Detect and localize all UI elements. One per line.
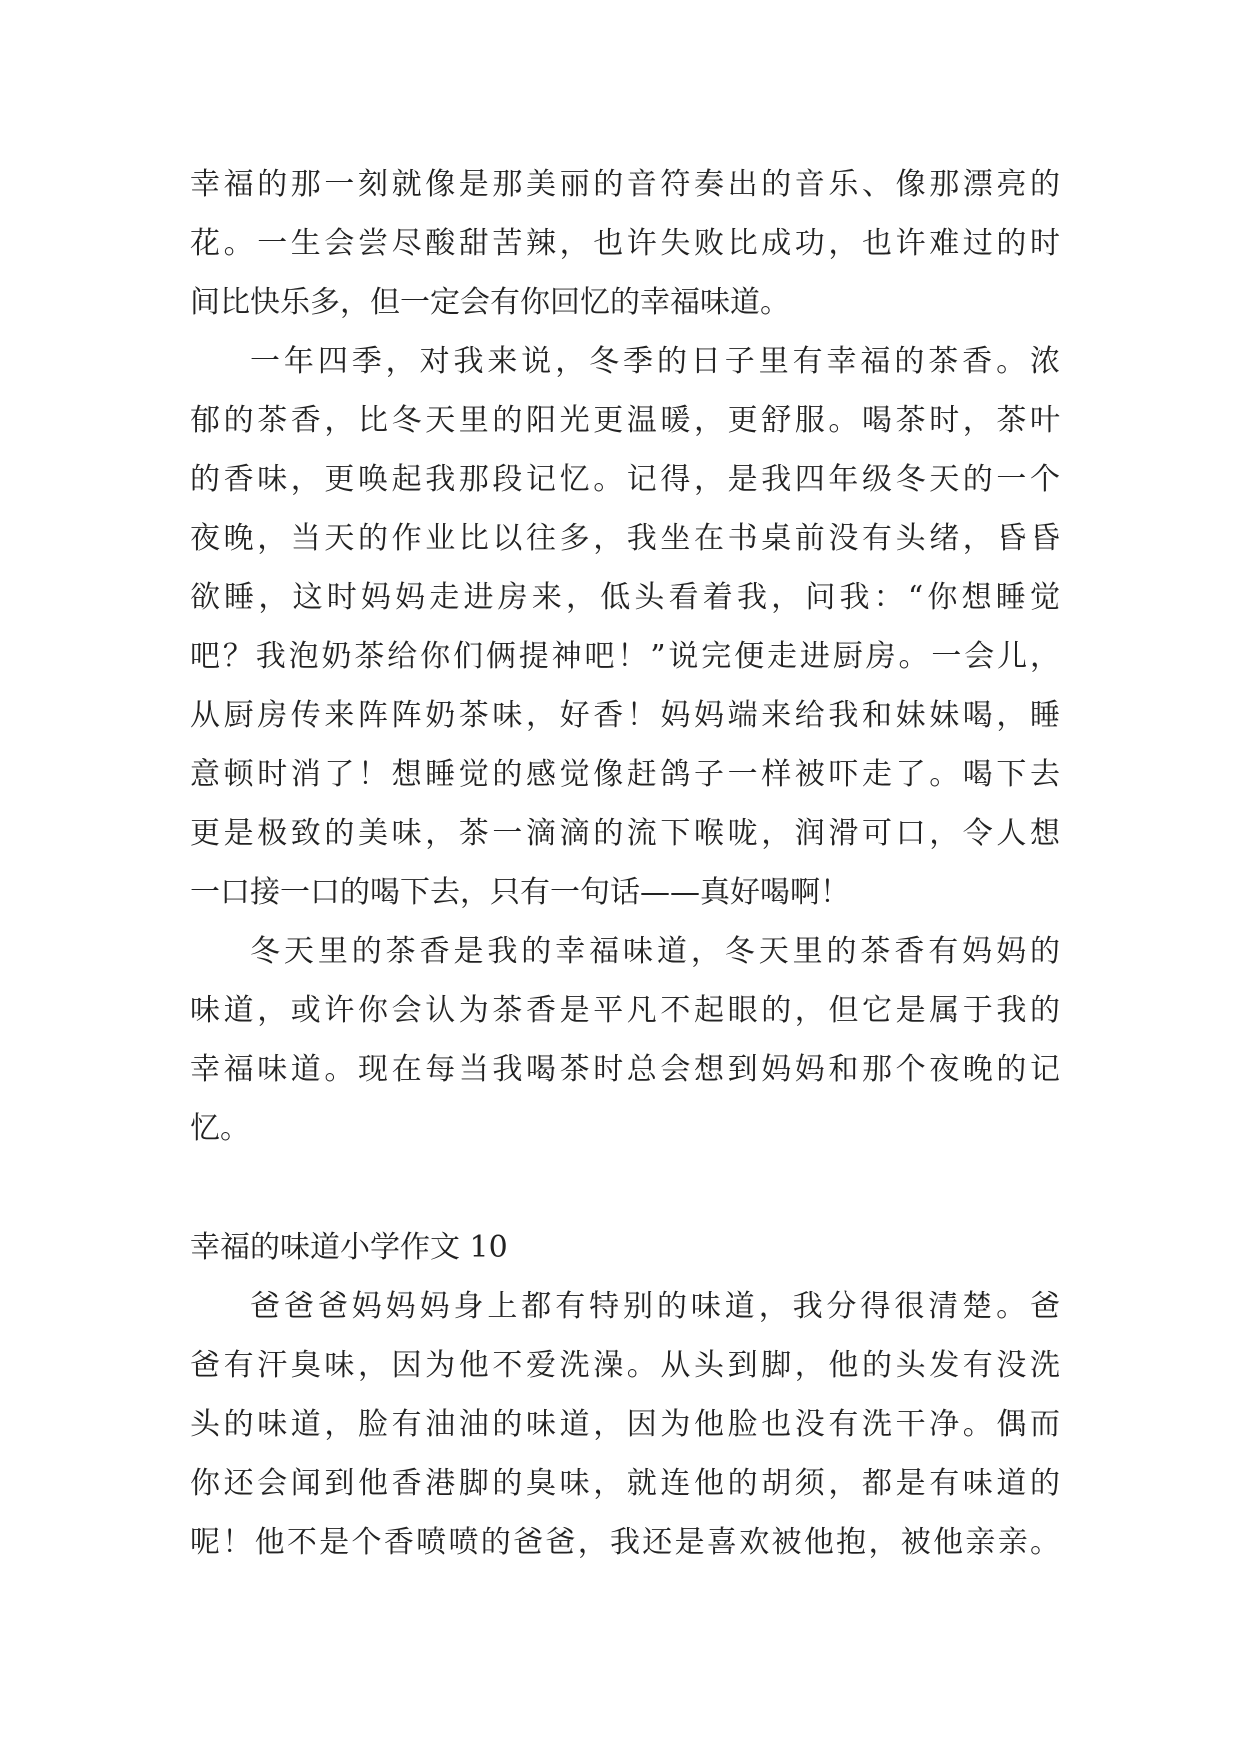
section-gap (190, 1158, 1060, 1218)
paragraph (190, 922, 1060, 1158)
text-line: 更是极致的美味，茶一滴滴的流下喉咙，润滑可口，令人想 (190, 816, 1060, 851)
paragraph (190, 155, 1060, 332)
text-line: 冬天里的茶香是我的幸福味道，冬天里的茶香有妈妈的 (250, 934, 1060, 969)
text-line: 爸爸爸妈妈妈身上都有特别的味道，我分得很清楚。爸 (250, 1289, 1060, 1324)
text-line: 你还会闻到他香港脚的臭味，就连他的胡须，都是有味道的 (190, 1466, 1060, 1501)
text-line: 幸福味道。现在每当我喝茶时总会想到妈妈和那个夜晚的记 (190, 1052, 1060, 1087)
text-line: 间比快乐多，但一定会有你回忆的幸福味道。 (190, 285, 790, 320)
paragraph (190, 1277, 1060, 1572)
text-line: 花。一生会尝尽酸甜苦辣，也许失败比成功，也许难过的时 (190, 226, 1060, 261)
text-line: 一年四季，对我来说，冬季的日子里有幸福的茶香。浓 (250, 344, 1060, 379)
document-body (190, 155, 1060, 1572)
text-line: 欲睡，这时妈妈走进房来，低头看着我，问我：“你想睡觉 (190, 580, 1060, 615)
paragraph (190, 332, 1060, 922)
text-line: 头的味道，脸有油油的味道，因为他脸也没有洗干净。偶而 (190, 1407, 1060, 1442)
text-line: 夜晚，当天的作业比以往多，我坐在书桌前没有头绪，昏昏 (190, 521, 1060, 556)
text-line: 一口接一口的喝下去，只有一句话——真好喝啊！ (190, 875, 850, 910)
text-line: 吧？我泡奶茶给你们俩提神吧！”说完便走进厨房。一会儿， (190, 639, 1060, 674)
section-title: 幸福的味道小学作文 10 (190, 1230, 508, 1265)
text-line: 郁的茶香，比冬天里的阳光更温暖，更舒服。喝茶时，茶叶 (190, 403, 1060, 438)
text-line: 的香味，更唤起我那段记忆。记得，是我四年级冬天的一个 (190, 462, 1060, 497)
text-line: 意顿时消了！想睡觉的感觉像赶鸽子一样被吓走了。喝下去 (190, 757, 1060, 792)
text-line: 味道，或许你会认为茶香是平凡不起眼的，但它是属于我的 (190, 993, 1060, 1028)
text-line: 幸福的那一刻就像是那美丽的音符奏出的音乐、像那漂亮的 (190, 167, 1060, 202)
text-line: 从厨房传来阵阵奶茶味，好香！妈妈端来给我和妹妹喝，睡 (190, 698, 1060, 733)
text-line: 忆。 (190, 1111, 250, 1146)
text-line: 爸有汗臭味，因为他不爱洗澡。从头到脚，他的头发有没洗 (190, 1348, 1060, 1383)
text-line: 呢！他不是个香喷喷的爸爸，我还是喜欢被他抱，被他亲亲。 (190, 1525, 1060, 1560)
